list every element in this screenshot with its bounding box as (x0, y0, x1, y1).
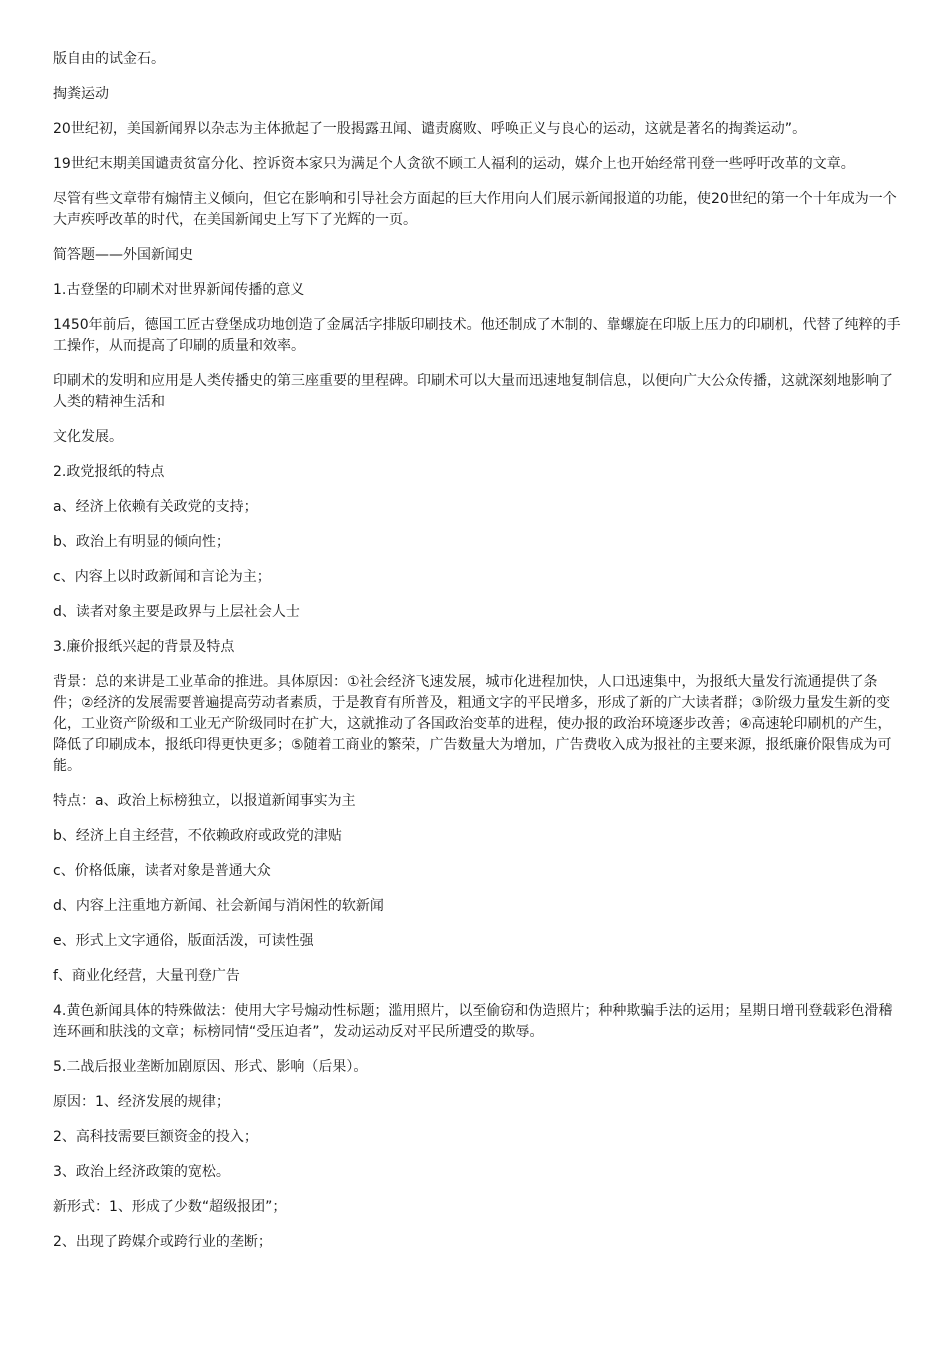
list-item: 新形式：1、形成了少数“超级报团”； (53, 1199, 287, 1215)
paragraph-continuation: 版自由的试金石。 (53, 51, 165, 67)
paragraph: 文化发展。 (53, 429, 123, 445)
list-item: e、形式上文字通俗，版面活泼，可读性强 (53, 933, 314, 949)
list-item: b、经济上自主经营，不依赖政府或政党的津贴 (53, 828, 342, 844)
question-heading: 5.二战后报业垄断加剧原因、形式、影响（后果）。 (53, 1059, 368, 1075)
list-item: 2、出现了跨媒介或跨行业的垄断； (53, 1234, 272, 1250)
question-heading: 2.政党报纸的特点 (53, 464, 165, 480)
list-item: f、商业化经营，大量刊登广告 (53, 968, 240, 984)
question-heading: 3.廉价报纸兴起的背景及特点 (53, 639, 235, 655)
list-item: 3、政治上经济政策的宽松。 (53, 1164, 230, 1180)
list-item: d、内容上注重地方新闻、社会新闻与消闲性的软新闻 (53, 898, 384, 914)
paragraph: 背景：总的来讲是工业革命的推进。具体原因：①社会经济飞速发展，城市化进程加快，人口迅速集中，为报纸大量发行流通提供了条件；②经济的发展需要普遍提高劳动者素质，于是教育有所普及，粗通文字的平民增多，形成了新的广大读者群；③阶级力量发生新的变化，工业资产阶级和工业无产阶级同时在扩大，这就推动了各国政治变革的进程，使办报的政治环境逐步改善；④高速轮印刷机的产生，降低了印刷成本，报纸印得更快更多；⑤随着工商业的繁荣，广告数量大为增加，广告费收入成为报社的主要来源，报纸廉价限售成为可能。 (53, 674, 892, 774)
paragraph: 1450年前后，德国工匠古登堡成功地创造了金属活字排版印刷技术。他还制成了木制的、靠螺旋在印版上压力的印刷机，代替了纯粹的手工操作，从而提高了印刷的质量和效率。 (53, 317, 901, 354)
paragraph: 4.黄色新闻具体的特殊做法：使用大字号煽动性标题；滥用照片，以至偷窃和伪造照片；种种欺骗手法的运用；星期日增刊登载彩色滑稽连环画和肤浅的文章；标榜同情“受压迫者”，发动运动反对平民所遭受的欺辱。 (53, 1003, 893, 1040)
paragraph: 19世纪末期美国谴责贫富分化、控诉资本家只为满足个人贪欲不顾工人福利的运动，媒介上也开始经常刊登一些呼吁改革的文章。 (53, 156, 855, 172)
paragraph: 20世纪初，美国新闻界以杂志为主体掀起了一股揭露丑闻、谴责腐败、呼唤正义与良心的运动，这就是著名的掏粪运动”。 (53, 121, 807, 137)
paragraph: 印刷术的发明和应用是人类传播史的第三座重要的里程碑。印刷术可以大量而迅速地复制信息，以便向广大公众传播，这就深刻地影响了人类的精神生活和 (53, 373, 893, 410)
list-item: a、经济上依赖有关政党的支持； (53, 499, 258, 515)
list-item: 原因：1、经济发展的规律； (53, 1094, 230, 1110)
section-heading: 简答题——外国新闻史 (53, 247, 193, 263)
paragraph: 尽管有些文章带有煽情主义倾向，但它在影响和引导社会方面起的巨大作用向人们展示新闻报道的功能，使20世纪的第一个十年成为一个大声疾呼改革的时代，在美国新闻史上写下了光辉的一页。 (53, 191, 897, 228)
question-heading: 1.古登堡的印刷术对世界新闻传播的意义 (53, 282, 305, 298)
list-item: c、内容上以时政新闻和言论为主； (53, 569, 271, 585)
list-item: d、读者对象主要是政界与上层社会人士 (53, 604, 300, 620)
list-item: 2、高科技需要巨额资金的投入； (53, 1129, 258, 1145)
list-item: 特点：a、政治上标榜独立，以报道新闻事实为主 (53, 793, 356, 809)
document-page (53, 49, 905, 1267)
list-item: b、政治上有明显的倾向性； (53, 534, 230, 550)
list-item: c、价格低廉，读者对象是普通大众 (53, 863, 271, 879)
term-heading: 掏粪运动 (53, 86, 109, 102)
